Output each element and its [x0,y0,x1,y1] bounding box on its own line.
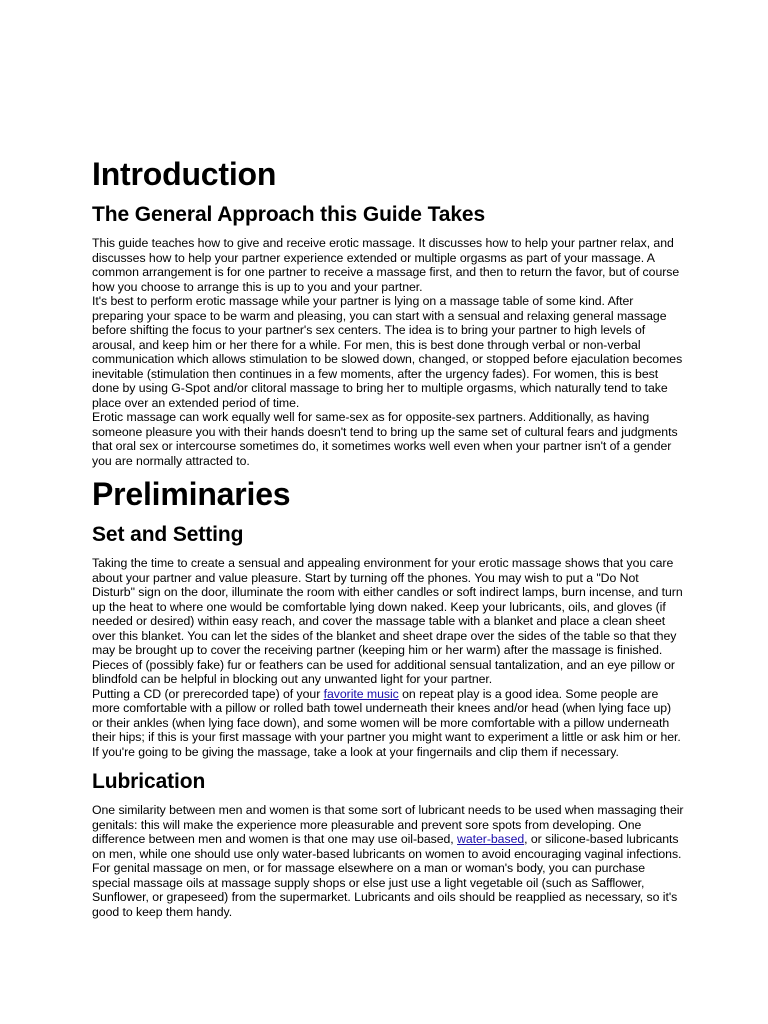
set-and-setting-heading: Set and Setting [92,523,244,546]
intro-paragraph-3: Erotic massage can work equally well for same-sex as for opposite-sex partners. Additionally, as having someone pleasure you with their hands doesn't tend to bring up the same set of cultural fears and judgments that oral sex or intercourse sometimes do, it sometimes works well even when your partner isn't of a gender you are normally attracted to. [92,410,678,468]
set-and-setting-paragraph-3: If you're going to be giving the massage, take a look at your fingernails and clip them if necessary. [92,744,619,759]
intro-heading: Introduction [92,156,277,192]
lubrication-paragraph-1 [92,803,684,919]
set-and-setting-body [92,556,684,759]
favorite-music-link[interactable]: favorite music [323,686,399,701]
paragraph-text: One similarity between men and women is that some sort of lubricant needs to be used when massaging their genitals: this will make the experience more pleasurable and prevent sore spots from developing. One difference between men and women is that one may use oil-based, [92,803,684,846]
water-based-link[interactable]: water-based [457,832,525,846]
intro-paragraph-1: This guide teaches how to give and receive erotic massage. It discusses how to help your partner relax, and discusses how to help your partner experience extended or multiple orgasms as part of your massage. A common arrangement is for one partner to receive a massage first, and then to return the favor, but of course how you choose to arrange this is up to you and your partner. [92,236,680,294]
intro-paragraph-2: It's best to perform erotic massage while your partner is lying on a massage table of some kind. After preparing your space to be warm and pleasing, you can start with a sensual and relaxing general massage before shifting the focus to your partner's sex centers. The idea is to bring your partner to high levels of arousal, and keep him or her there for a while. For men, this is best done through verbal or non-verbal communication which allows stimulation to be slowed down, changed, or stopped before ejaculation becomes inevitable (stimulation then continues in a few moments, after the urgency fades). For women, this is best done by using G-Spot and/or clitoral massage to bring her to multiple orgasms, which naturally tend to take place over an extended period of time. [92,294,683,410]
lubrication-heading: Lubrication [92,770,206,793]
document-page [92,150,684,919]
paragraph-text: Putting a CD (or prerecorded tape) of your [92,686,324,701]
intro-subheading: The General Approach this Guide Takes [92,203,486,226]
set-and-setting-paragraph-2 [92,687,684,745]
lubrication-body [92,803,684,919]
paragraph-text: on repeat play is a good idea. Some people are more comfortable with a pillow or rolled bath towel underneath their knees and/or head (when lying face up) or their ankles (when lying face down), and some women will be more comfortable with a pillow underneath their hips; if this is your first massage with your partner you might want to experiment a little or ask him or her. [92,686,681,744]
preliminaries-heading: Preliminaries [92,476,291,512]
intro-body [92,236,684,468]
set-and-setting-paragraph-1: Taking the time to create a sensual and appealing environment for your erotic massage shows that you care about your partner and value pleasure. Start by turning off the phones. You may wish to put a "Do Not Disturb" sign on the door, illuminate the room with either candles or soft indirect lamps, burn incense, and turn up the heat to where one would be comfortable lying down naked. Keep your lubricants, oils, and gloves (if needed or desired) within easy reach, and cover the massage table with a blanket and place a clean sheet over this blanket. You can let the sides of the blanket and sheet drape over the sides of the table so that they may be brought up to cover the receiving partner (keeping him or her warm) after the massage is finished. Pieces of (possibly fake) fur or feathers can be used for additional sensual tantalization, and an eye pillow or blindfold can be helpful in blocking out any unwanted light for your partner. [92,556,683,686]
paragraph-text: , or silicone-based lubricants on men, while one should use only water-based lubricants on women to avoid encouraging vaginal infections. For genital massage on men, or for massage elsewhere on a man or woman's body, you can purchase special massage oils at massage supply shops or else just use a light vegetable oil (such as Safflower, Sunflower, or grapeseed) from the supermarket. Lubricants and oils should be reapplied as necessary, so it's good to keep them handy. [92,832,682,919]
